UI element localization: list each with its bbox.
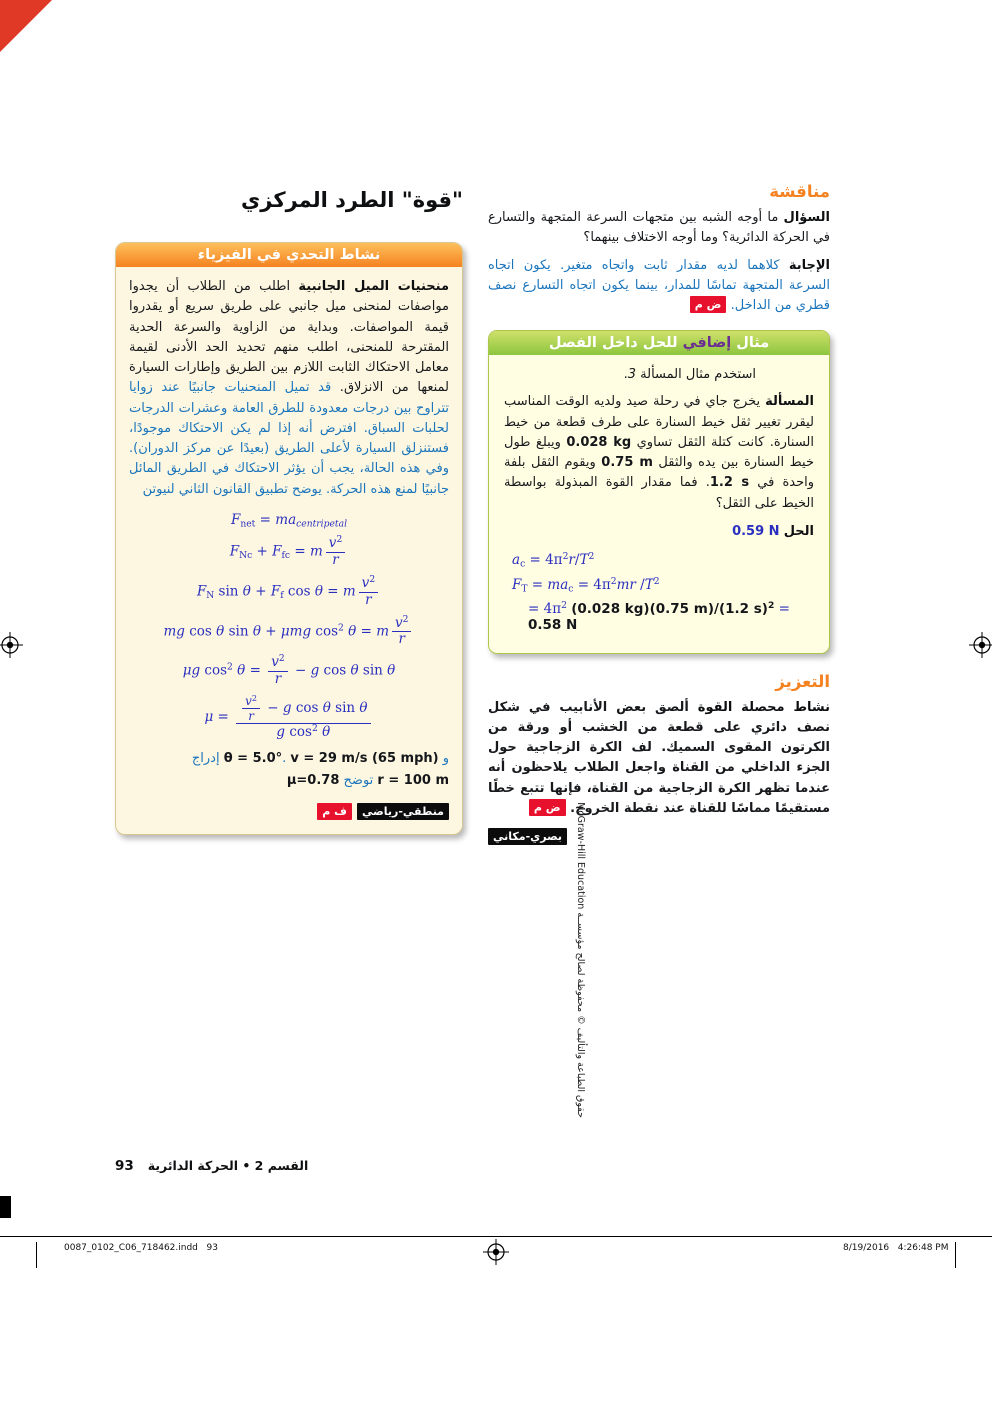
crop-mark-left xyxy=(36,1242,37,1268)
left-column xyxy=(115,188,463,835)
edge-black-tab xyxy=(0,1196,11,1218)
discussion-answer: الإجابة كلاهما لديه مقدار ثابت واتجاه متغير. يكون اتجاه السرعة المتجهة تماسًا للمدار، بينما يكون اتجاه التسارع نصف قطري من الداخل. ض م xyxy=(488,257,830,314)
physics-challenge-header: نشاط التحدي في الفيزياء xyxy=(116,243,462,267)
right-column xyxy=(488,182,830,845)
formula-substitution: = $4\pi^2$ (0.028 kg)(0.75 m)/(1.2 s)$^2$ = 0.58 N xyxy=(528,599,790,633)
formula-expanded: mg cos θ sin θ + μmg $\cos^2 \theta = m$ $\frac{v^2}{r}$ xyxy=(129,615,449,649)
physics-challenge-body xyxy=(116,267,462,834)
registration-mark-bottom xyxy=(483,1239,509,1265)
registration-mark-right xyxy=(969,632,992,658)
trim-line xyxy=(0,1236,992,1237)
footer-section-line xyxy=(115,1158,308,1174)
banked-curves-paragraph: منحنيات الميل الجانبية اطلب من الطلاب أن يجدوا مواصفات لمنحنى ميل جانبي على طريق سريع أو يقدروا قيمة المواصفات. وبداية من الزاوية والسرعة الحدية المقترحة للمنحنى، اطلب منهم تحديد الحد الأدنى لقيمة معامل الاحتكاك الثابت اللازم بين الطريق وإطارات السيارة لمنعها من الانزلاق. قد تميل المنحنيات جانبيًا عند زوايا تتراوح بين درجات معدودة للطرق العامة وعشرات الدرجات لحلبات السباق. افترض أنه إذا لم يكن الاحتكاك موجودًا، فستنزلق السيارة لأعلى الطريق (بعيدًا عن مركز الدوران). وفي هذه الحالة، يجب أن يؤثر الاحتكاك في الطريق المائل جانبيًا لمنع هذه الحركة. يوضح تطبيق القانون الثاني لنيوتن xyxy=(129,279,449,497)
values-line-2: r = 100 m توضح μ=0.78 xyxy=(286,773,449,789)
corner-triangle-decoration xyxy=(0,0,52,52)
crop-mark-right xyxy=(955,1242,956,1268)
challenge-badges: منطقي-رياضي ف م xyxy=(129,801,449,820)
physics-challenge-box xyxy=(115,242,463,835)
discussion-question: السؤال ما أوجه الشبه بين متجهات السرعة المتجهة والتسارع في الحركة الدائرية؟ وما أوجه الاختلاف بينهما؟ xyxy=(488,210,830,246)
registration-mark-left xyxy=(0,632,23,658)
reinforcement-style-badge: بصري-مكاني xyxy=(488,826,830,845)
page-title: "قوة" الطرد المركزي xyxy=(241,188,463,212)
print-timestamp: 8/19/2016 4:26:48 PM xyxy=(843,1243,949,1253)
derivation-formulas xyxy=(129,512,449,741)
page-number: 93 xyxy=(115,1158,134,1174)
additional-example-body xyxy=(489,355,829,652)
reinforcement-paragraph: نشاط محصلة القوة ألصق بعض الأنابيب في شكل نصف دائري على قطعة من الخشب أو ورقة من الكرتون المقوى السميك. لف الكرة الزجاجية حول الجزء الداخلي من القناة واجعل الطلاب يلاحظون أنه عندما تظهر الكرة الزجاجية من القناة، فإنها تتبع خطًا مستقيمًا مماسًا للقناة عند نقطة الخروج. ض م xyxy=(488,699,830,816)
values-line-1: و v = 29 m/s (65 mph) .θ = 5.0° إدراج xyxy=(191,750,449,766)
formula-components: FN sin θ + Ff cos θ = m $\frac{v^2}{r}$ xyxy=(129,575,449,609)
formula-forces-sum: FNc + Ffc = m $\frac{v^2}{r}$ xyxy=(129,535,449,569)
formula-mu-g: μg $\cos^2 \theta$ = $\frac{v^2}{r}$ − g cos θ sin θ xyxy=(182,653,396,687)
additional-example-header: مثال إضافي للحل داخل الفصل xyxy=(489,331,829,355)
additional-example-box xyxy=(488,330,830,653)
discussion-heading: مناقشة xyxy=(769,182,830,201)
formula-mu-solved: μ = $\frac{v^2}{r}$ − g cos θ sin θ g $\cos^2 \theta$ xyxy=(129,694,449,741)
section-label: القسم 2 • الحركة الدائرية xyxy=(147,1158,309,1173)
copyright-vertical-text: حقوق الطباعة والتأليف © محفوظة لصالح مؤسســة McGraw-Hill Education xyxy=(575,802,586,1118)
formula-ft: FT = mac = $4\pi^2mr$ $/T^2$ xyxy=(512,575,660,594)
example-formulas xyxy=(504,551,814,632)
formula-fnet: Fnet = macentripetal xyxy=(230,511,348,530)
reinforcement-heading: التعزيز xyxy=(775,671,830,691)
example-problem: المسألة يخرج جاي في رحلة صيد ولديه الوقت المناسب ليقرر تغيير ثقل خيط السنارة على طرف قطعة من خيط السنارة. كانت كتلة الثقل تساوي 0.028 kg ويبلغ طول خيط السنارة بين يده والثقل 0.75 m ويقوم الثقل بلفة واحدة في 1.2 s. فما مقدار القوة المبذولة بواسطة الخيط على الثقل؟ xyxy=(504,394,815,511)
example-solution: الحل 0.59 N xyxy=(732,523,814,539)
formula-ac: ac = $4\pi^2r/T^2$ xyxy=(512,551,595,570)
print-file-info: 0087_0102_C06_718462.indd 93 xyxy=(64,1243,218,1253)
example-intro: استخدم مثال المسألة 3. xyxy=(623,367,756,383)
